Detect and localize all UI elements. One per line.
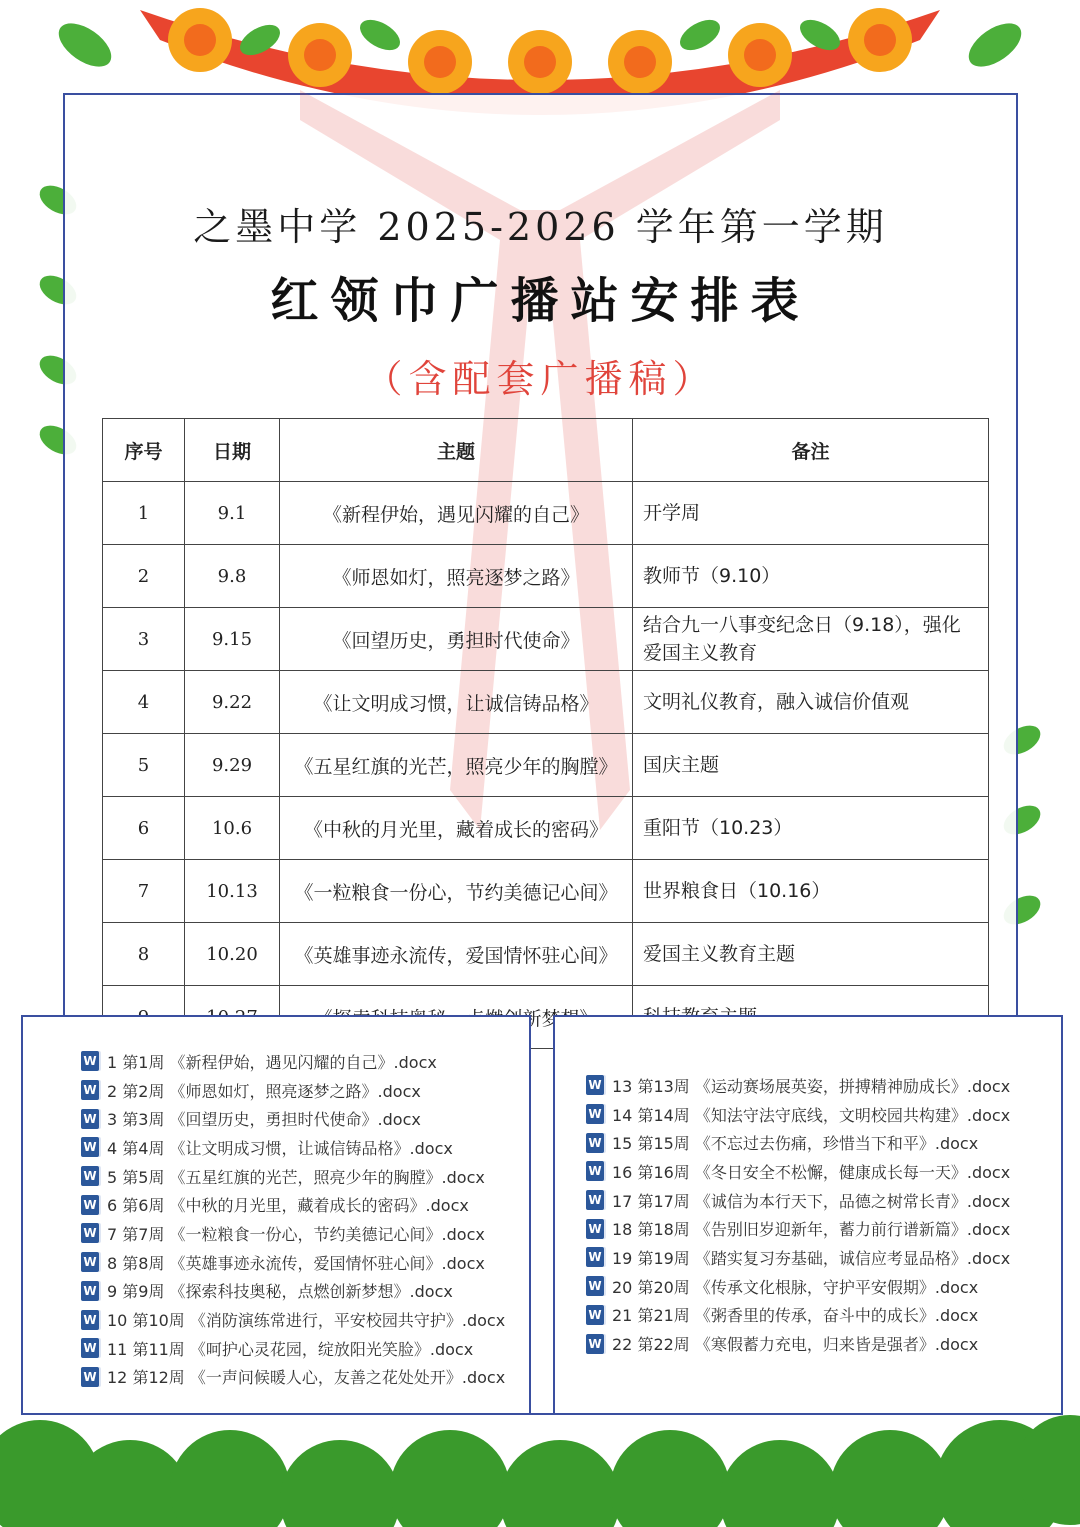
- table-row: [103, 608, 989, 671]
- row-topic: 《新程伊始，遇见闪耀的自己》: [280, 482, 633, 545]
- row-date: 10.20: [185, 923, 280, 986]
- bush-decoration: [0, 1415, 1080, 1527]
- file-name: 16 第16周 《冬日安全不松懈，健康成长每一天》.docx: [612, 1162, 1011, 1182]
- file-list-item[interactable]: [586, 1301, 1061, 1330]
- word-doc-icon: W: [81, 1051, 99, 1071]
- file-list-item[interactable]: [586, 1243, 1061, 1272]
- file-name: 19 第19周 《踏实复习夯基础，诚信应考显品格》.docx: [612, 1248, 1011, 1268]
- word-doc-icon: W: [81, 1252, 99, 1272]
- schedule-title: 红领巾广播站安排表: [270, 273, 811, 329]
- row-date: 9.22: [185, 671, 280, 734]
- file-list-item[interactable]: [586, 1157, 1061, 1186]
- file-list-item[interactable]: [81, 1104, 529, 1133]
- column-header-no: 序号: [103, 419, 185, 482]
- row-note: 国庆主题: [633, 734, 989, 797]
- file-list-item[interactable]: [81, 1162, 529, 1191]
- row-note: 重阳节（10.23）: [633, 797, 989, 860]
- word-doc-icon: W: [586, 1190, 604, 1210]
- row-note: 世界粮食日（10.16）: [633, 860, 989, 923]
- file-name: 15 第15周 《不忘过去伤痛，珍惜当下和平》.docx: [612, 1134, 979, 1154]
- file-name: 7 第7周 《一粒粮食一份心，节约美德记心间》.docx: [107, 1224, 485, 1244]
- row-no: 7: [103, 860, 185, 923]
- word-doc-icon: W: [81, 1109, 99, 1129]
- row-note: 开学周: [633, 482, 989, 545]
- row-topic: 《让文明成习惯，让诚信铸品格》: [280, 671, 633, 734]
- word-doc-icon: W: [586, 1219, 604, 1239]
- sunflower-icon: [168, 8, 912, 94]
- file-name: 8 第8周 《英雄事迹永流传，爱国情怀驻心间》.docx: [107, 1253, 485, 1273]
- file-name: 10 第10周 《消防演练常进行，平安校园共守护》.docx: [107, 1311, 506, 1331]
- row-topic: 《一粒粮食一份心，节约美德记心间》: [280, 860, 633, 923]
- file-name: 14 第14周 《知法守法守底线，文明校园共构建》.docx: [612, 1105, 1011, 1125]
- word-doc-icon: W: [81, 1281, 99, 1301]
- row-topic: 《英雄事迹永流传，爱国情怀驻心间》: [280, 923, 633, 986]
- file-list-item[interactable]: [586, 1214, 1061, 1243]
- row-topic: 《回望历史，勇担时代使命》: [280, 608, 633, 671]
- file-name: 18 第18周 《告别旧岁迎新年，蓄力前行谱新篇》.docx: [612, 1220, 1011, 1240]
- row-no: 1: [103, 482, 185, 545]
- file-name: 11 第11周 《呵护心灵花园，绽放阳光笑脸》.docx: [107, 1339, 474, 1359]
- word-doc-icon: W: [81, 1310, 99, 1330]
- row-note: 爱国主义教育主题: [633, 923, 989, 986]
- row-note: 教师节（9.10）: [633, 545, 989, 608]
- word-doc-icon: W: [586, 1133, 604, 1153]
- word-doc-icon: W: [81, 1223, 99, 1243]
- word-doc-icon: W: [586, 1161, 604, 1181]
- file-name: 5 第5周 《五星红旗的光芒，照亮少年的胸膛》.docx: [107, 1167, 485, 1187]
- row-date: 10.6: [185, 797, 280, 860]
- table-row: [103, 545, 989, 608]
- file-name: 2 第2周 《师恩如灯，照亮逐梦之路》.docx: [107, 1081, 421, 1101]
- row-no: 8: [103, 923, 185, 986]
- broadcast-schedule-table: [102, 418, 989, 1049]
- row-note: 结合九一八事变纪念日（9.18），强化爱国主义教育: [633, 608, 989, 671]
- row-date: 9.8: [185, 545, 280, 608]
- table-row: [103, 734, 989, 797]
- file-list-item[interactable]: [586, 1128, 1061, 1157]
- file-list-left: [23, 1017, 529, 1391]
- file-name: 1 第1周 《新程伊始，遇见闪耀的自己》.docx: [107, 1052, 437, 1072]
- file-name: 4 第4周 《让文明成习惯，让诚信铸品格》.docx: [107, 1138, 453, 1158]
- word-doc-icon: W: [586, 1247, 604, 1267]
- file-list-item[interactable]: [81, 1133, 529, 1162]
- file-list-item[interactable]: [586, 1071, 1061, 1100]
- file-name: 12 第12周 《一声问候暖人心，友善之花处处开》.docx: [107, 1368, 506, 1388]
- file-list-item[interactable]: [81, 1363, 529, 1392]
- word-doc-icon: W: [586, 1075, 604, 1095]
- word-doc-icon: W: [586, 1305, 604, 1325]
- row-topic: 《五星红旗的光芒，照亮少年的胸膛》: [280, 734, 633, 797]
- row-date: 9.29: [185, 734, 280, 797]
- row-note: 文明礼仪教育，融入诚信价值观: [633, 671, 989, 734]
- file-list-item[interactable]: [81, 1277, 529, 1306]
- table-row: [103, 860, 989, 923]
- row-no: 5: [103, 734, 185, 797]
- word-doc-icon: W: [81, 1137, 99, 1157]
- table-row: [103, 671, 989, 734]
- file-name: 21 第21周 《粥香里的传承，奋斗中的成长》.docx: [612, 1306, 979, 1326]
- row-date: 9.1: [185, 482, 280, 545]
- file-list-panel-right: [553, 1015, 1063, 1415]
- row-date: 10.13: [185, 860, 280, 923]
- row-topic: 《师恩如灯，照亮逐梦之路》: [280, 545, 633, 608]
- row-no: 2: [103, 545, 185, 608]
- file-list-item[interactable]: [81, 1305, 529, 1334]
- file-list-item[interactable]: [81, 1219, 529, 1248]
- file-list-item[interactable]: [81, 1047, 529, 1076]
- row-topic: 《中秋的月光里，藏着成长的密码》: [280, 797, 633, 860]
- row-no: 3: [103, 608, 185, 671]
- table-header-row: [103, 419, 989, 482]
- word-doc-icon: W: [81, 1367, 99, 1387]
- table-row: [103, 482, 989, 545]
- file-list-item[interactable]: [81, 1334, 529, 1363]
- word-doc-icon: W: [81, 1195, 99, 1215]
- file-list-right: [555, 1017, 1061, 1358]
- file-list-item[interactable]: [586, 1100, 1061, 1129]
- column-header-topic: 主题: [280, 419, 633, 482]
- column-header-note: 备注: [633, 419, 989, 482]
- file-list-item[interactable]: [81, 1076, 529, 1105]
- file-list-panel-left: [21, 1015, 531, 1415]
- file-list-item[interactable]: [81, 1248, 529, 1277]
- word-doc-icon: W: [81, 1080, 99, 1100]
- file-list-item[interactable]: [586, 1329, 1061, 1358]
- file-name: 6 第6周 《中秋的月光里，藏着成长的密码》.docx: [107, 1196, 469, 1216]
- file-name: 3 第3周 《回望历史，勇担时代使命》.docx: [107, 1110, 421, 1130]
- file-list-item[interactable]: [586, 1186, 1061, 1215]
- file-name: 17 第17周 《诚信为本行天下，品德之树常长青》.docx: [612, 1191, 1011, 1211]
- row-no: 4: [103, 671, 185, 734]
- word-doc-icon: W: [586, 1104, 604, 1124]
- file-name: 22 第22周 《寒假蓄力充电，归来皆是强者》.docx: [612, 1335, 979, 1355]
- column-header-date: 日期: [185, 419, 280, 482]
- word-doc-icon: W: [81, 1166, 99, 1186]
- row-date: 9.15: [185, 608, 280, 671]
- table-row: [103, 797, 989, 860]
- file-list-item[interactable]: [81, 1190, 529, 1219]
- school-term-title: 之墨中学 2025-2026 学年第一学期: [193, 205, 888, 249]
- word-doc-icon: W: [81, 1338, 99, 1358]
- file-name: 13 第13周 《运动赛场展英姿，拼搏精神励成长》.docx: [612, 1076, 1011, 1096]
- file-name: 20 第20周 《传承文化根脉，守护平安假期》.docx: [612, 1277, 979, 1297]
- file-name: 9 第9周 《探索科技奥秘，点燃创新梦想》.docx: [107, 1282, 453, 1302]
- table-row: [103, 923, 989, 986]
- schedule-subtitle: （含配套广播稿）: [364, 357, 717, 401]
- word-doc-icon: W: [586, 1276, 604, 1296]
- file-list-item[interactable]: [586, 1272, 1061, 1301]
- word-doc-icon: W: [586, 1334, 604, 1354]
- row-no: 6: [103, 797, 185, 860]
